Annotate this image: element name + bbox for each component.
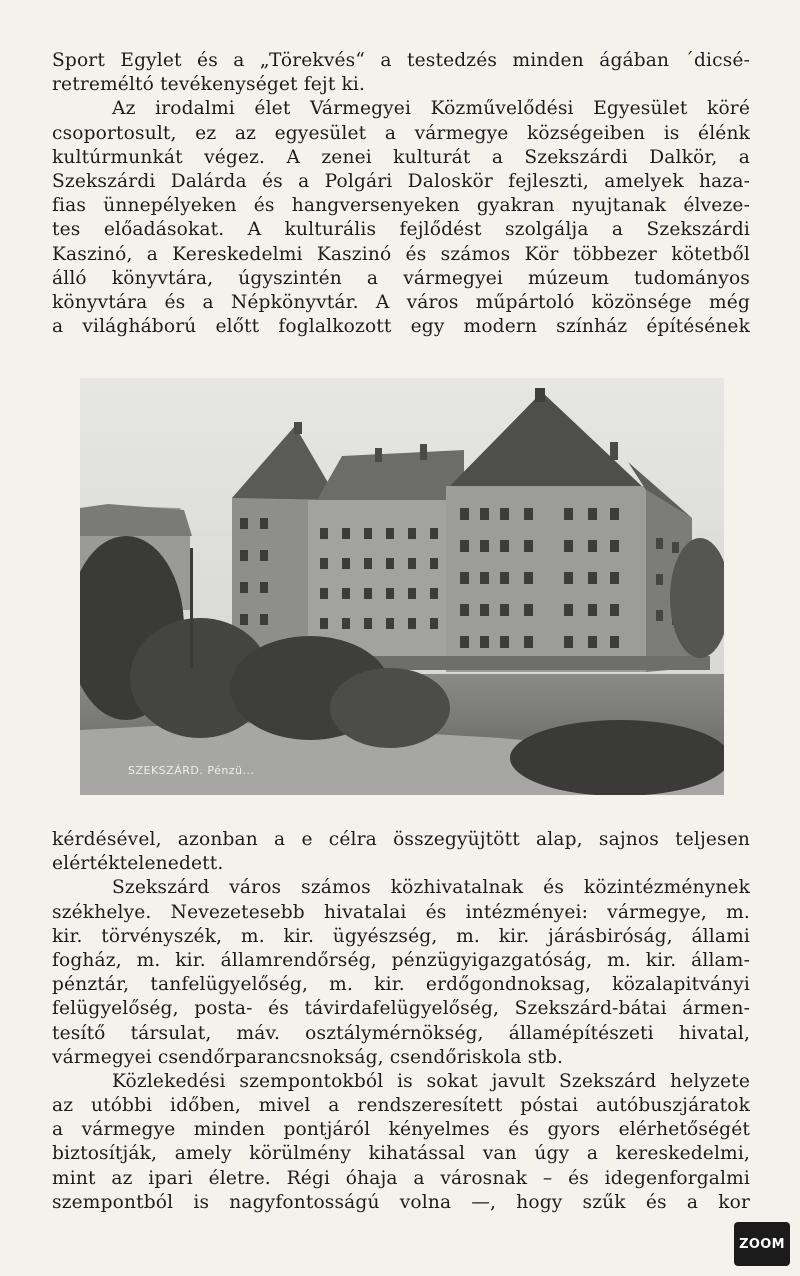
paragraph-block-bottom (52, 828, 750, 1215)
text-line: a vármegye minden pontjáról kényelmes és gyors elérhetőségét (52, 1119, 750, 1141)
text-line: Szekszárdi Dalárda és a Polgári Daloskör fejleszti, amelyek haza- (52, 170, 750, 192)
text-line: csoportosult, ez az egyesület a vármegye községeiben is élénk (52, 122, 750, 144)
text-line: biztosítják, amely körülmény kihatással van úgy a kereskedelmi, (52, 1143, 750, 1165)
text-line: retreméltó tevékenységet fejt ki. (52, 74, 366, 96)
text-line: tesítő társulat, máv. osztálymérnökség, államépítészeti hivatal, (52, 1022, 750, 1044)
text-line: vármegyei csendőrparancsnokság, csendőriskola stb. (52, 1046, 564, 1068)
paragraph-block-top (52, 49, 750, 339)
text-line: Közlekedési szempontokból is sokat javult Szekszárd helyzete (112, 1070, 750, 1092)
text-line: fogház, m. kir. államrendőrség, pénzügyigazgatóság, m. kir. állam- (52, 949, 750, 971)
text-line: mint az ipari életre. Régi óhaja a városnak – és idegenforgalmi (52, 1167, 750, 1189)
text-line: elértéktelenedett. (52, 853, 224, 875)
text-line: Kaszinó, a Kereskedelmi Kaszinó és számos Kör többezer kötetből (52, 243, 750, 265)
text-line: fias ünnepélyeken és hangversenyeken gyakran nyujtanak élveze- (52, 195, 750, 217)
text-line: kir. törvényszék, m. kir. ügyészség, m. kir. járásbiróság, állami (52, 925, 750, 947)
photo-caption: SZEKSZÁRD. Pénzü... (128, 764, 255, 777)
text-line: könyvtára és a Népkönyvtár. A város műpártoló közönsége még (52, 291, 750, 313)
text-line: pénztár, tanfelügyelőség, m. kir. erdőgondnoksag, közalapitványi (52, 974, 750, 996)
zoom-logo[interactable]: ZOOM (734, 1222, 790, 1266)
building-photo-illustration (80, 378, 724, 795)
text-line: a világháború előtt foglalkozott egy modern színház építésének (52, 316, 750, 338)
text-line: szempontból is nagyfontosságú volna —, hogy szűk és a kor (52, 1191, 750, 1213)
building-photo (80, 378, 724, 795)
text-line: Szekszárd város számos közhivatalnak és közintézménynek (112, 877, 750, 899)
text-line: tes előadásokat. A kulturális fejlődést szolgálja a Szekszárdi (52, 219, 750, 241)
text-line: Az irodalmi élet Vármegyei Közművelődési Egyesület köré (112, 98, 750, 120)
text-line: kultúrmunkát végez. A zenei kulturát a Szekszárdi Dalkör, a (52, 146, 750, 168)
text-line: székhelye. Nevezetesebb hivatalai és intézményei: vármegye, m. (52, 901, 750, 923)
text-line: felügyelőség, posta- és távirdafelügyelőség, Szekszárd-bátai ármen- (52, 998, 750, 1020)
text-line: álló könyvtára, úgyszintén a vármegyei múzeum tudományos (52, 267, 750, 289)
text-line: az utóbbi időben, mivel a rendszeresített póstai autóbuszjáratok (52, 1095, 750, 1117)
text-line: kérdésével, azonban a e célra összegyüjtött alap, sajnos teljesen (52, 829, 750, 850)
text-line: Sport Egylet és a „Törekvés“ a testedzés minden ágában ´dicsé- (52, 50, 750, 71)
